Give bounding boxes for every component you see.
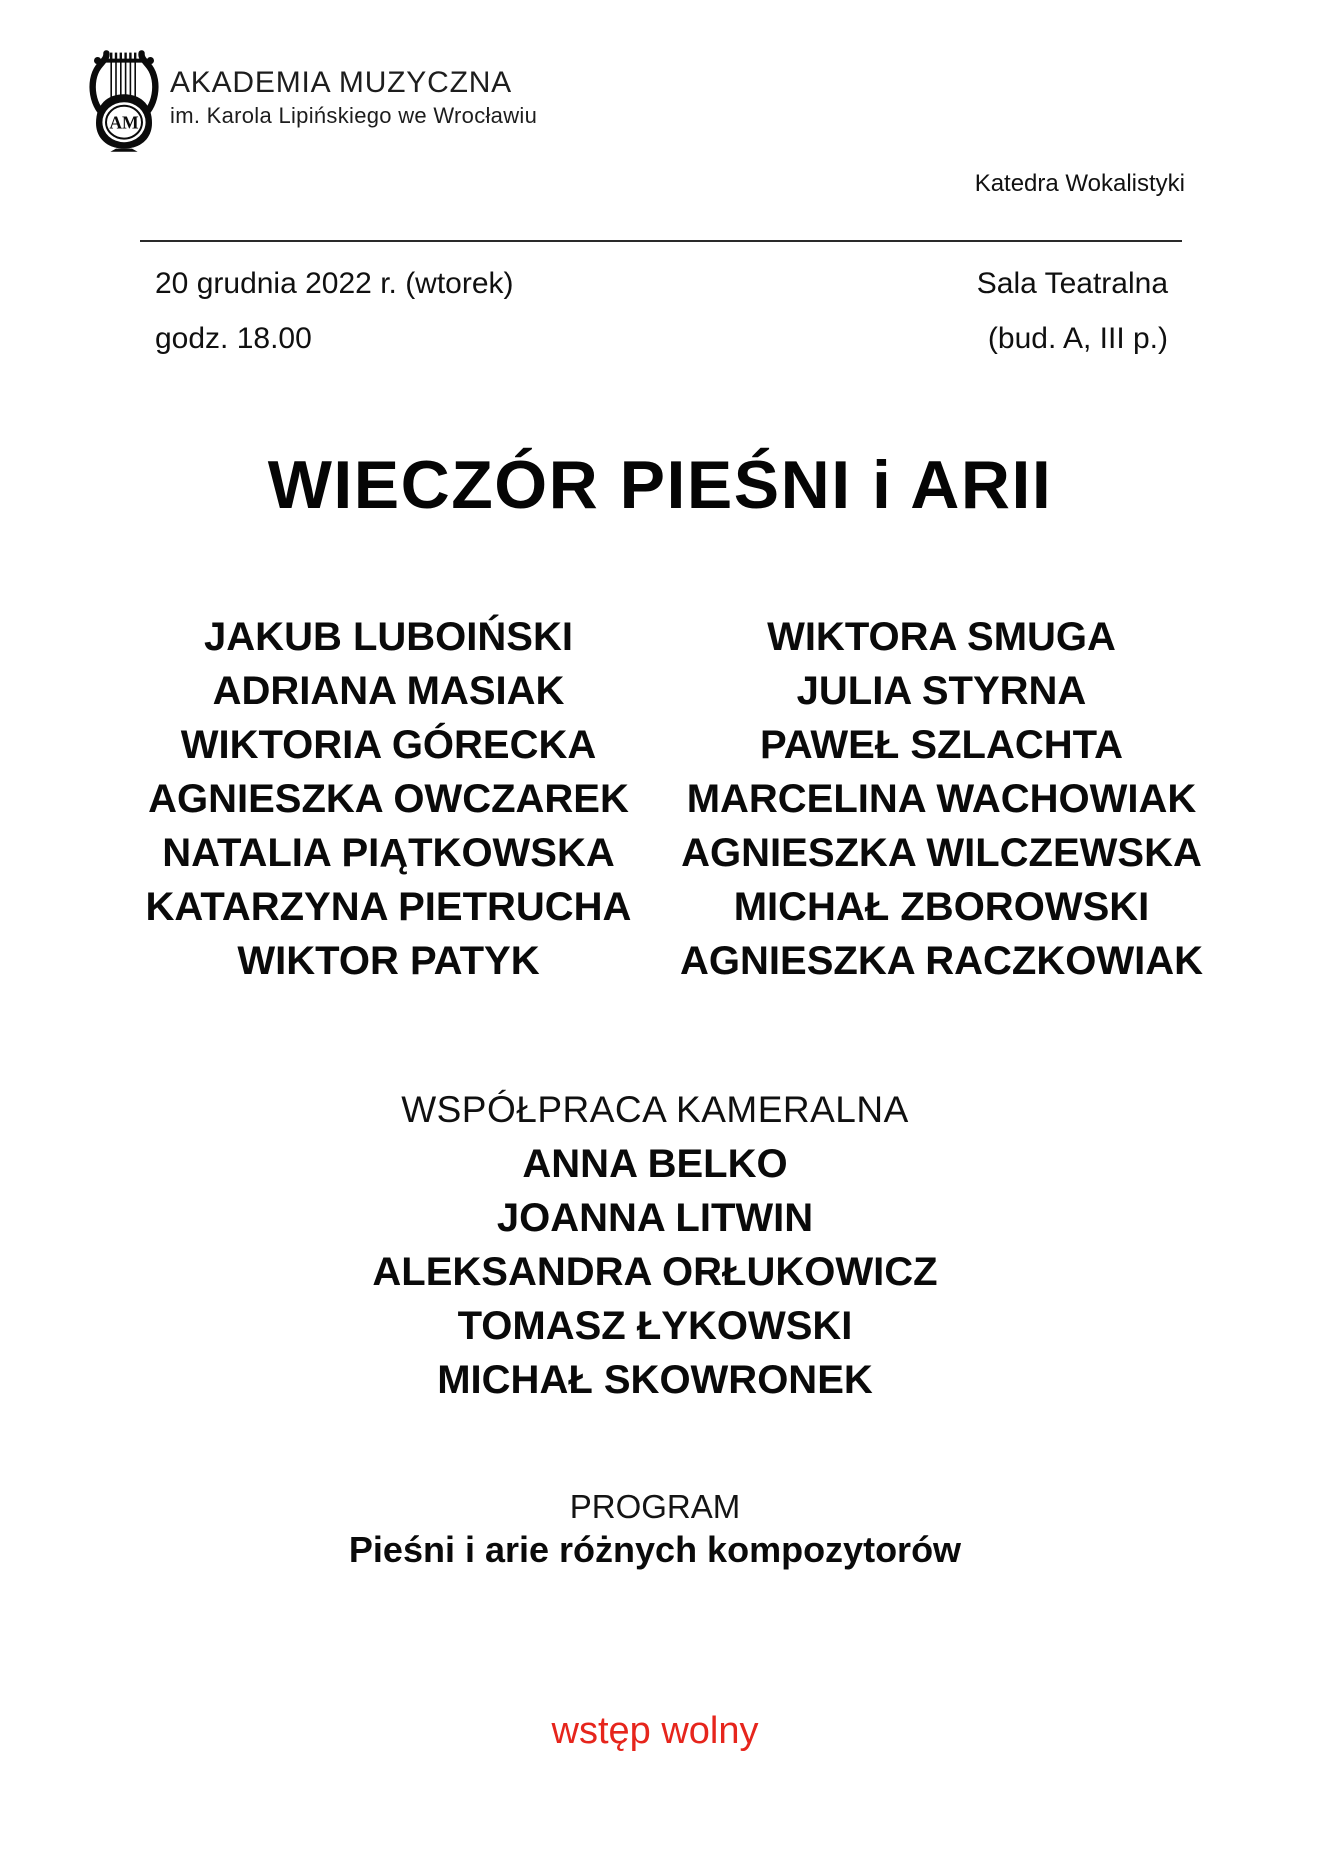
pianist-name: ANNA BELKO bbox=[522, 1142, 788, 1186]
event-venue bbox=[977, 256, 1168, 366]
event-info bbox=[155, 256, 1168, 366]
program-heading: PROGRAM bbox=[569, 1488, 741, 1525]
lyre-icon bbox=[84, 46, 164, 152]
performer-name: AGNIESZKA RACZKOWIAK bbox=[680, 939, 1203, 983]
pianist-name: ALEKSANDRA ORŁUKOWICZ bbox=[372, 1250, 938, 1294]
performer-name: WIKTOR PATYK bbox=[237, 939, 540, 983]
pianist-name: MICHAŁ SKOWRONEK bbox=[437, 1358, 873, 1402]
performer-name: WIKTORA SMUGA bbox=[767, 615, 1116, 659]
performer-name: MICHAŁ ZBOROWSKI bbox=[733, 885, 1150, 929]
chamber-names bbox=[0, 1137, 1310, 1407]
performer-name: JULIA STYRNA bbox=[796, 669, 1087, 713]
performer-name: WIKTORIA GÓRECKA bbox=[180, 723, 597, 767]
performer-name: AGNIESZKA WILCZEWSKA bbox=[681, 831, 1202, 875]
performer-name: PAWEŁ SZLACHTA bbox=[760, 723, 1123, 767]
event-datetime bbox=[155, 256, 514, 366]
performer-name: JAKUB LUBOIŃSKI bbox=[204, 615, 573, 659]
performers-column-right bbox=[665, 610, 1218, 988]
performer-name: ADRIANA MASIAK bbox=[212, 669, 565, 713]
org-name: AKADEMIA MUZYCZNA bbox=[170, 66, 512, 99]
pianist-name: TOMASZ ŁYKOWSKI bbox=[457, 1304, 853, 1348]
department-label: Katedra Wokalistyki bbox=[974, 170, 1185, 197]
org-block bbox=[170, 64, 537, 129]
performer-name: MARCELINA WACHOWIAK bbox=[686, 777, 1197, 821]
event-title: WIECZÓR PIEŚNI i ARII bbox=[267, 447, 1053, 523]
admission-note: wstęp wolny bbox=[551, 1710, 759, 1752]
performer-name: KATARZYNA PIETRUCHA bbox=[145, 885, 632, 929]
logo-monogram: AM bbox=[109, 112, 139, 133]
academy-logo bbox=[84, 46, 164, 152]
pianist-name: JOANNA LITWIN bbox=[496, 1196, 814, 1240]
performers-column-left bbox=[112, 610, 665, 988]
venue-name: Sala Teatralna bbox=[976, 267, 1168, 300]
performers-section bbox=[112, 610, 1218, 988]
venue-detail: (bud. A, III p.) bbox=[987, 322, 1168, 355]
header-divider bbox=[140, 240, 1182, 242]
performer-name: AGNIESZKA OWCZAREK bbox=[148, 777, 629, 821]
event-date: 20 grudnia 2022 r. (wtorek) bbox=[155, 267, 514, 300]
program-description: Pieśni i arie różnych kompozytorów bbox=[348, 1529, 962, 1570]
event-time: godz. 18.00 bbox=[155, 322, 312, 355]
performer-name: NATALIA PIĄTKOWSKA bbox=[162, 831, 615, 875]
chamber-heading: WSPÓŁPRACA KAMERALNA bbox=[401, 1089, 909, 1130]
program-section bbox=[0, 1486, 1310, 1572]
chamber-section bbox=[0, 1082, 1310, 1407]
org-subtitle: im. Karola Lipińskiego we Wrocławiu bbox=[170, 103, 538, 128]
